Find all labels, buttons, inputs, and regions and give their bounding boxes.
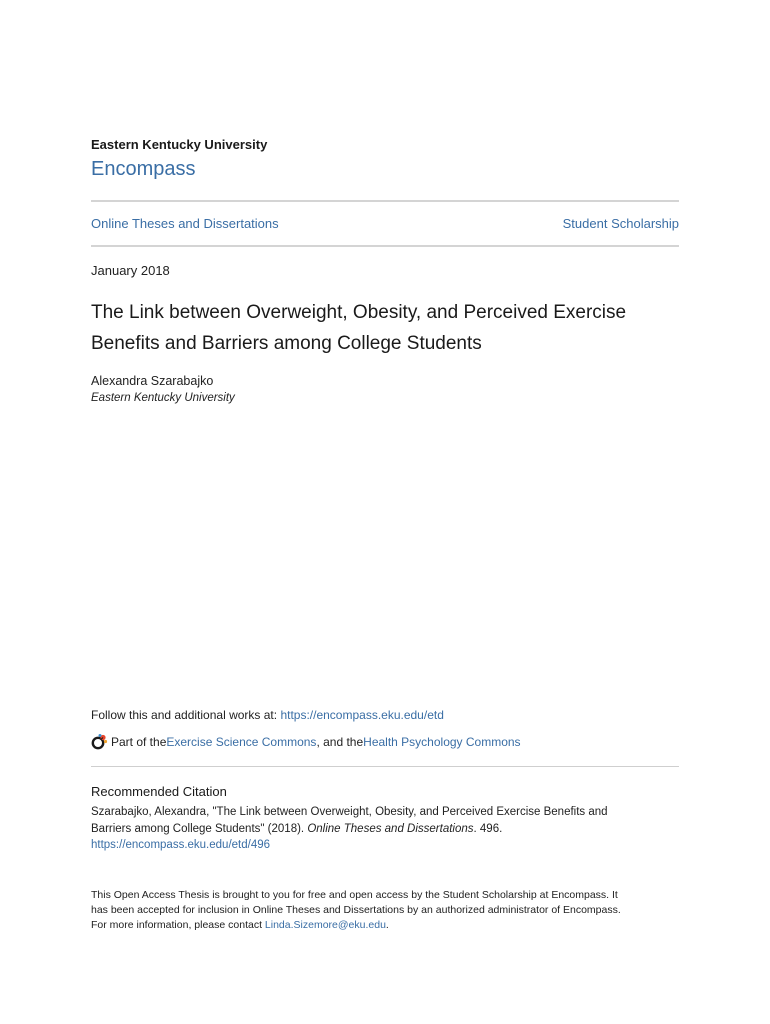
part-of-line bbox=[91, 733, 521, 750]
citation-line-2-text: Barriers among College Students" (2018). bbox=[91, 822, 308, 835]
title-line-2: Benefits and Barriers among College Students bbox=[91, 333, 482, 354]
commons-network-icon bbox=[91, 733, 108, 750]
nav-divider bbox=[91, 245, 679, 247]
citation-body bbox=[91, 804, 671, 854]
notice-line-1: This Open Access Thesis is brought to you for free and open access by the Student Scholarship at Encompass. It bbox=[91, 889, 618, 901]
contact-email-link[interactable]: Linda.Sizemore@eku.edu bbox=[264, 919, 386, 931]
follow-url-link[interactable]: https://encompass.eku.edu/etd bbox=[280, 708, 444, 722]
citation-url-link[interactable]: https://encompass.eku.edu/etd/496 bbox=[91, 839, 271, 851]
citation-divider bbox=[91, 766, 679, 767]
document-title bbox=[91, 297, 661, 359]
category-link[interactable]: Student Scholarship bbox=[562, 216, 679, 231]
part-of-prefix: Part of the bbox=[111, 734, 167, 749]
author-affiliation: Eastern Kentucky University bbox=[91, 392, 235, 404]
author-name: Alexandra Szarabajko bbox=[91, 374, 214, 388]
notice-contact-prefix: For more information, please contact bbox=[91, 919, 265, 931]
citation-number: . 496. bbox=[473, 822, 503, 835]
citation-heading: Recommended Citation bbox=[91, 784, 227, 799]
top-divider bbox=[91, 200, 679, 202]
university-name: Eastern Kentucky University bbox=[91, 137, 268, 152]
health-psychology-commons-link[interactable]: Health Psychology Commons bbox=[363, 734, 521, 749]
open-access-notice bbox=[91, 888, 681, 933]
citation-line-2 bbox=[91, 821, 671, 838]
notice-line-3 bbox=[91, 918, 681, 933]
citation-line-1: Szarabajko, Alexandra, "The Link between Overweight, Obesity, and Perceived Exercise Benefits and bbox=[91, 806, 608, 818]
follow-label: Follow this and additional works at: bbox=[91, 708, 281, 722]
collection-link[interactable]: Online Theses and Dissertations bbox=[91, 216, 279, 231]
follow-line bbox=[91, 708, 444, 722]
repository-link[interactable]: Encompass bbox=[91, 158, 196, 180]
publication-date: January 2018 bbox=[91, 263, 170, 278]
notice-suffix: . bbox=[385, 919, 389, 931]
title-line-1: The Link between Overweight, Obesity, and Perceived Exercise bbox=[91, 302, 627, 323]
part-of-middle: , and the bbox=[316, 734, 364, 749]
citation-series: Online Theses and Dissertations bbox=[307, 822, 474, 835]
notice-line-2: has been accepted for inclusion in Online Theses and Dissertations by an authorized administrator of Encompass. bbox=[91, 904, 621, 916]
exercise-science-commons-link[interactable]: Exercise Science Commons bbox=[166, 734, 317, 749]
